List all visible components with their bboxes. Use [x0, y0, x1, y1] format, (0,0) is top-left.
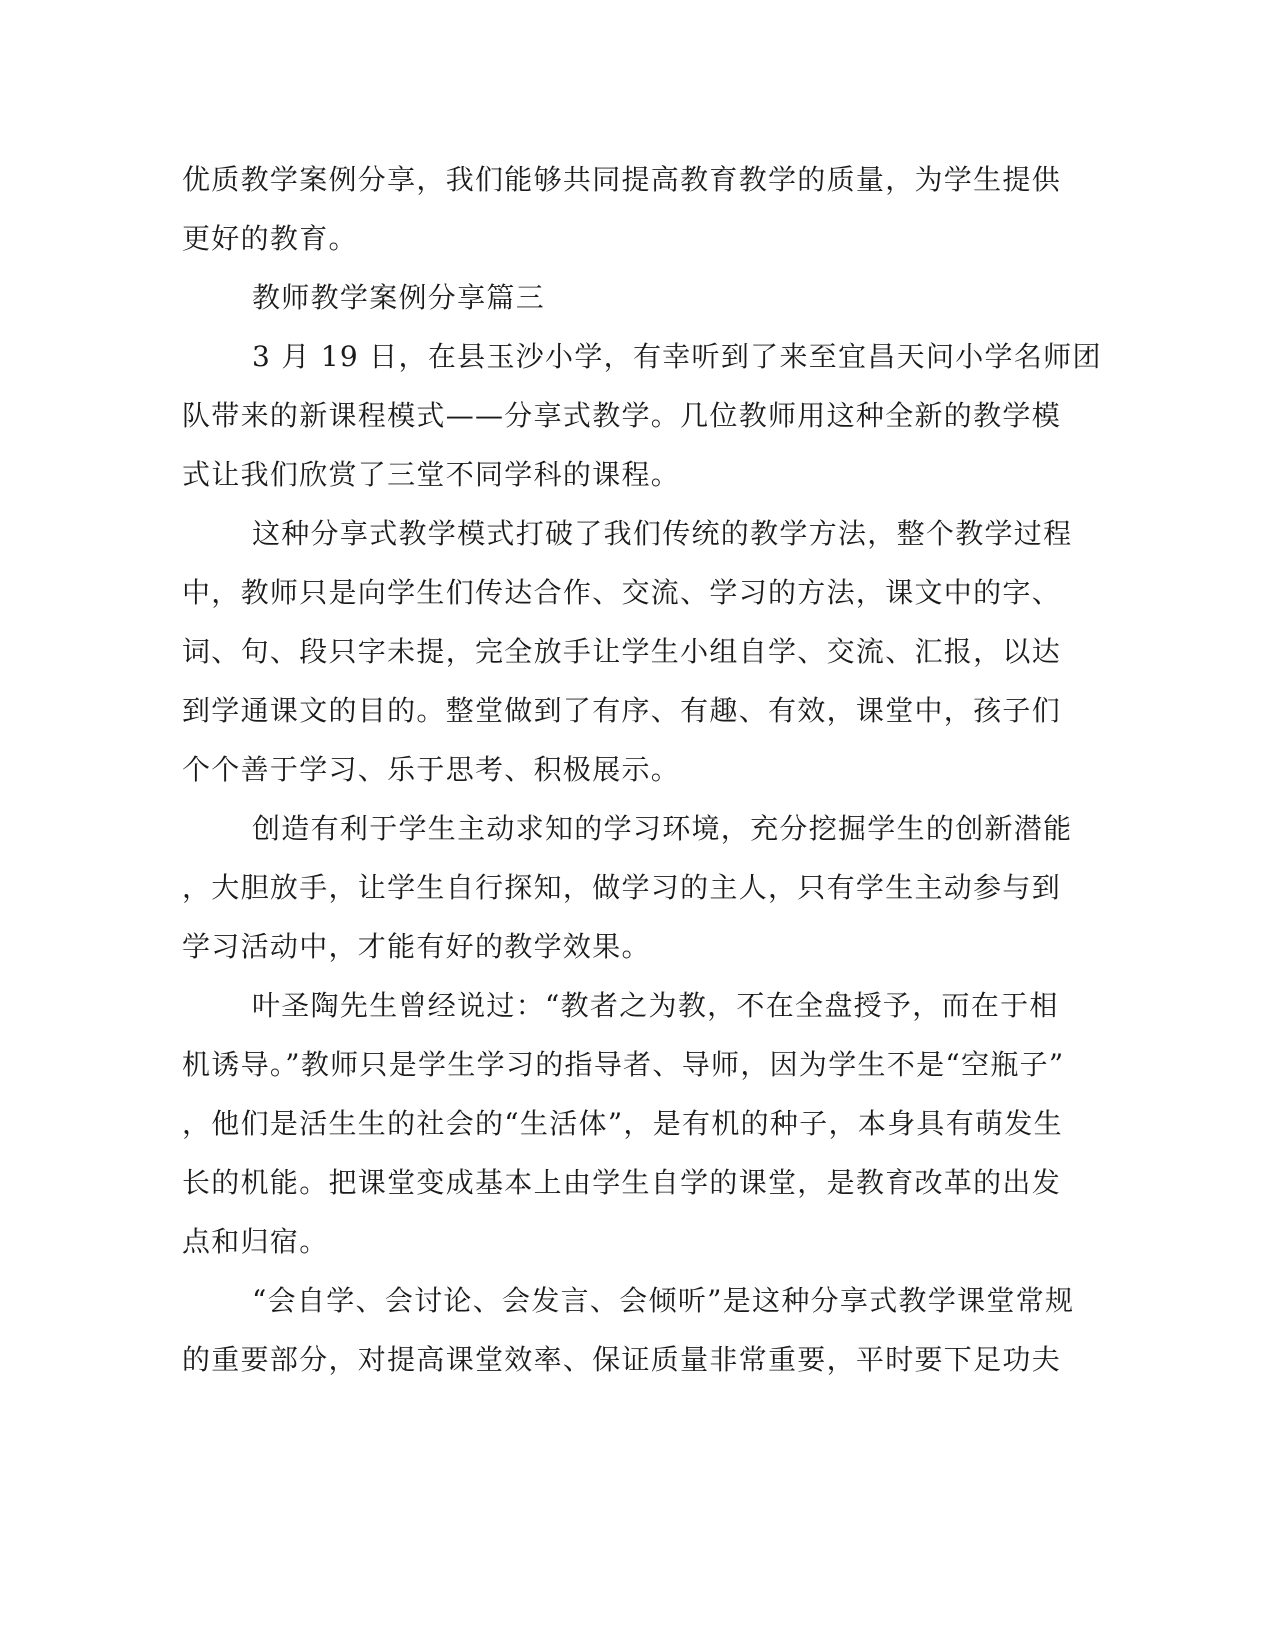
text-line-12: 创造有利于学生主动求知的学习环境，充分挖掘学生的创新潜能 [252, 812, 1073, 845]
text-line-10: 到学通课文的目的。整堂做到了有序、有趣、有效，课堂中，孩子们 [182, 694, 1062, 727]
text-line-6: 式让我们欣赏了三堂不同学科的课程。 [182, 458, 681, 491]
text-line-14: 学习活动中，才能有好的教学效果。 [182, 930, 651, 963]
text-line-15: 叶圣陶先生曾经说过：“教者之为教，不在全盘授予，而在于相 [252, 989, 1059, 1022]
text-line-9: 词、句、段只字未提，完全放手让学生小组自学、交流、汇报，以达 [182, 635, 1062, 668]
text-line-4: 3 月 19 日，在县玉沙小学，有幸听到了来至宜昌天问小学名师团 [252, 340, 1102, 373]
text-line-18: 长的机能。把课堂变成基本上由学生自学的课堂，是教育改革的出发 [182, 1166, 1062, 1199]
text-line-20: “会自学、会讨论、会发言、会倾听”是这种分享式教学课堂常规 [252, 1284, 1075, 1317]
text-line-21: 的重要部分，对提高课堂效率、保证质量非常重要，平时要下足功夫 [182, 1343, 1062, 1376]
text-line-13: ，大胆放手，让学生自行探知，做学习的主人，只有学生主动参与到 [182, 871, 1062, 904]
text-line-7: 这种分享式教学模式打破了我们传统的教学方法，整个教学过程 [252, 517, 1073, 550]
text-line-16: 机诱导。”教师只是学生学习的指导者、导师，因为学生不是“空瓶子” [182, 1048, 1065, 1081]
text-line-8: 中，教师只是向学生们传达合作、交流、学习的方法，课文中的字、 [182, 576, 1062, 609]
text-line-11: 个个善于学习、乐于思考、积极展示。 [182, 753, 681, 786]
text-line-19: 点和归宿。 [182, 1225, 329, 1258]
text-line-17: ，他们是活生生的社会的“生活体”，是有机的种子，本身具有萌发生 [182, 1107, 1063, 1140]
text-line-2: 更好的教育。 [182, 222, 358, 255]
section-heading: 教师教学案例分享篇三 [252, 281, 546, 314]
text-line-5: 队带来的新课程模式——分享式教学。几位教师用这种全新的教学模 [182, 399, 1062, 432]
text-line-1: 优质教学案例分享，我们能够共同提高教育教学的质量，为学生提供 [182, 163, 1062, 196]
